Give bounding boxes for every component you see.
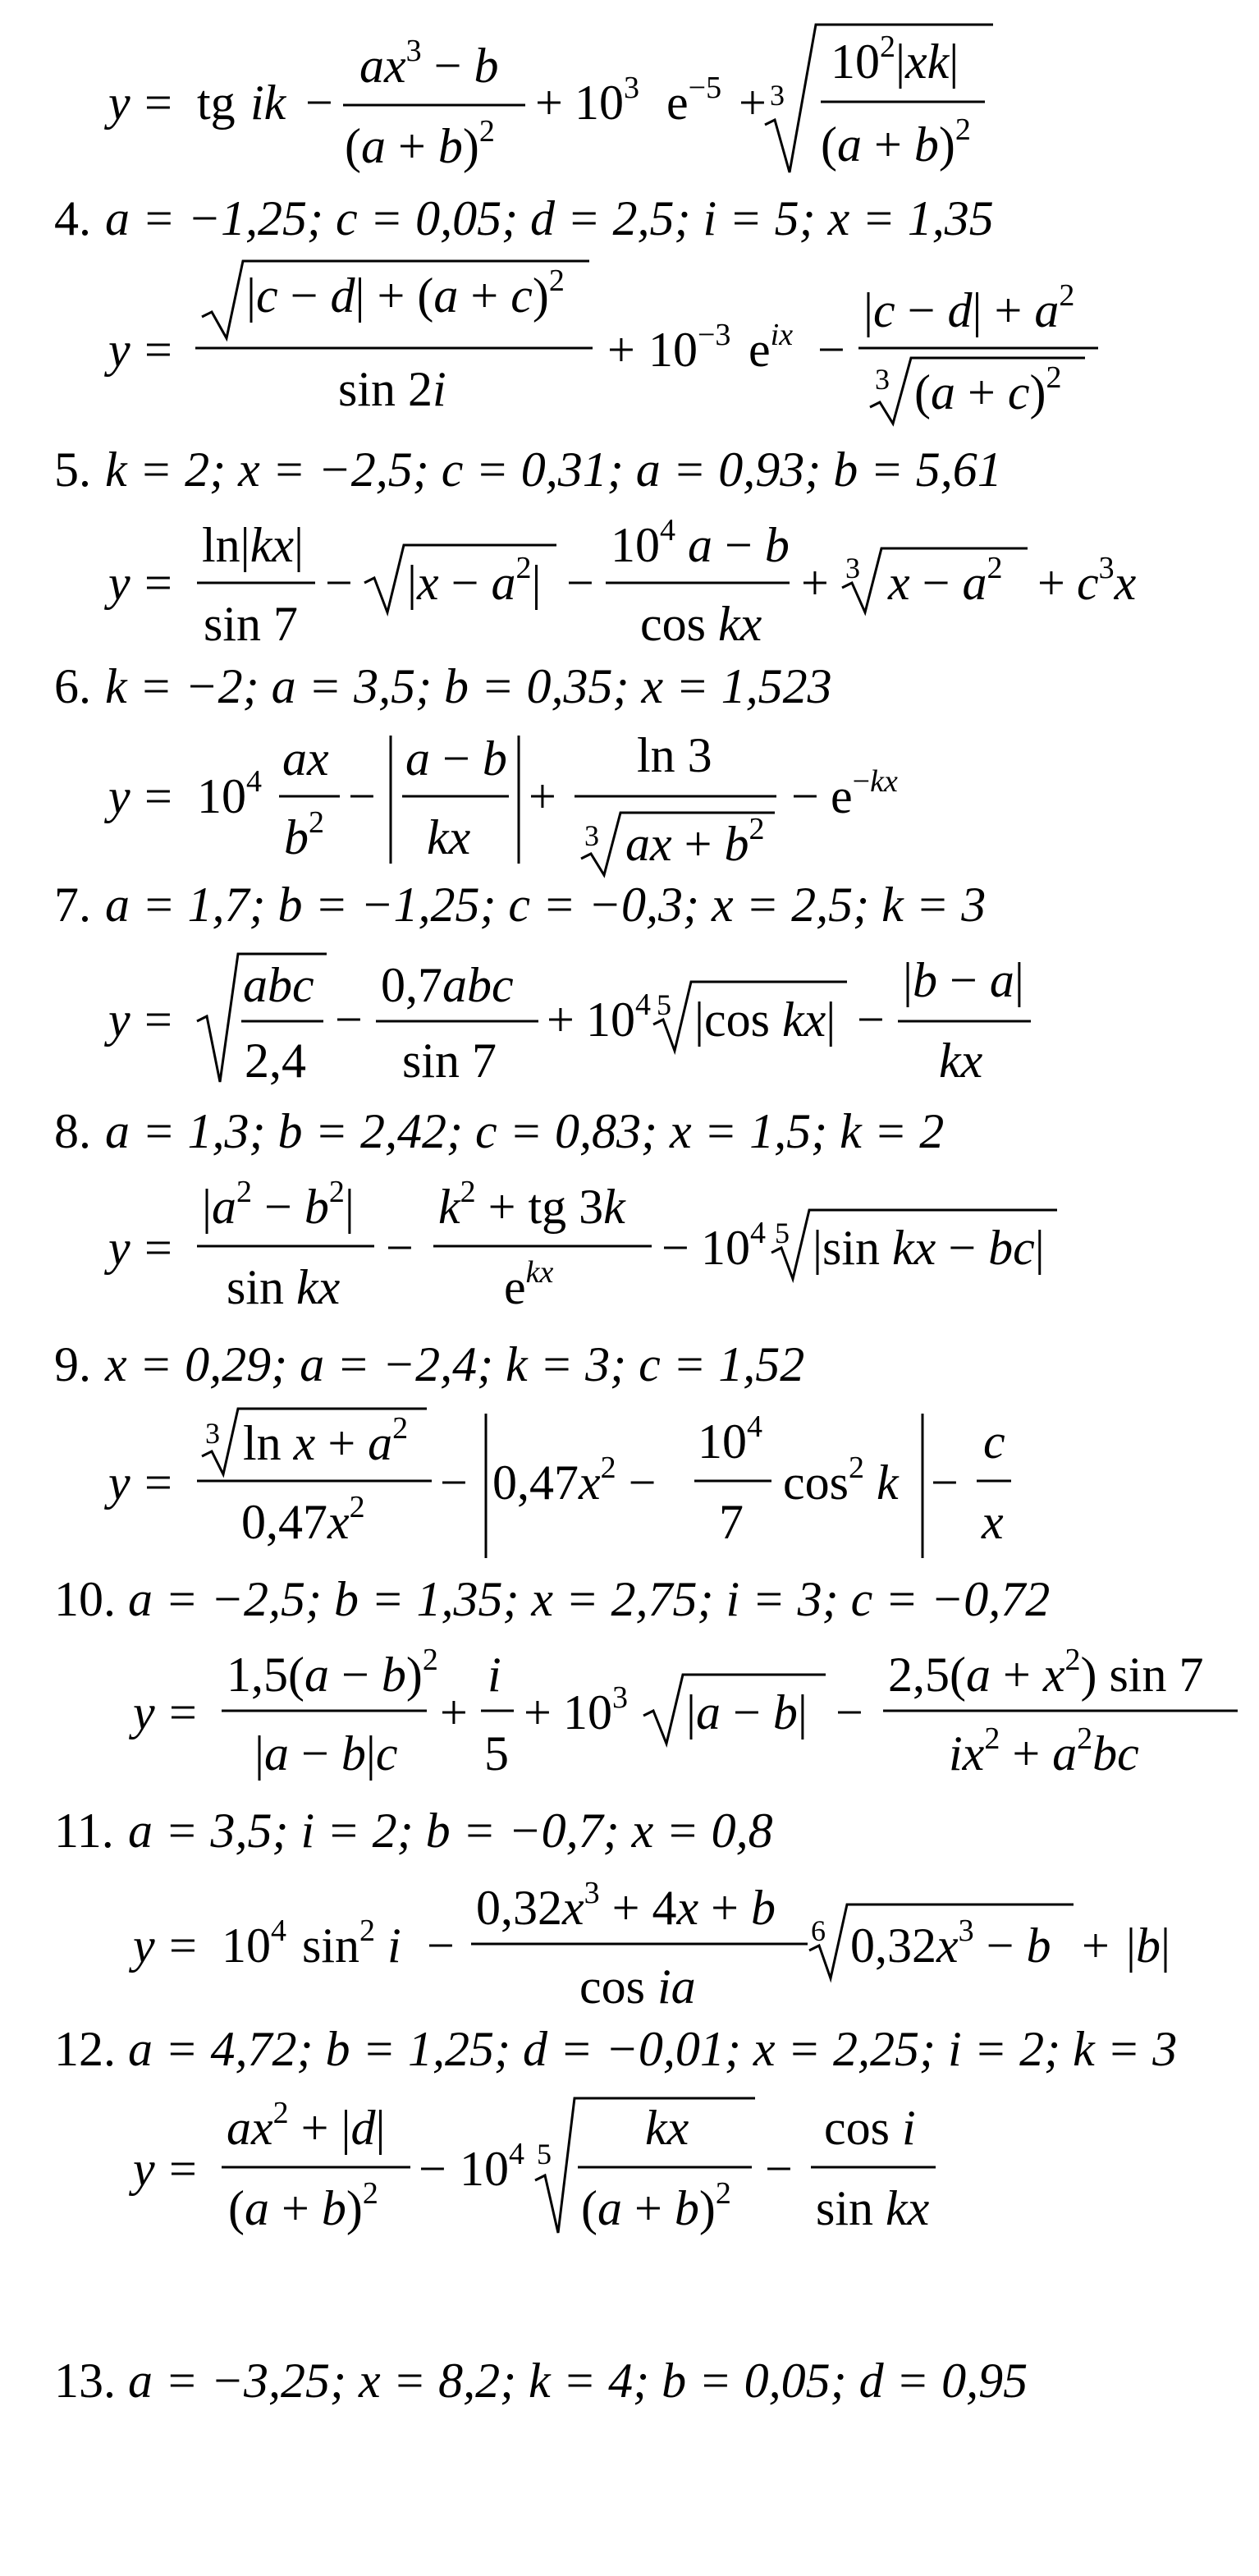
f5-c3x: $c^3x$: [1077, 551, 1137, 610]
f8-den-2: $e^{kx}$: [504, 1255, 554, 1314]
f9-y: y: [108, 1455, 130, 1510]
f5-plus: +: [801, 556, 829, 610]
f8-eq: =: [144, 1221, 172, 1275]
p12-conditions: a = 4,72; b = 1,25; d = −0,01; x = 2,25; i = 2; k = 3: [128, 2022, 1178, 2076]
f9-num-3: c: [983, 1414, 1005, 1469]
f9-den-2: 7: [719, 1495, 744, 1549]
f7-den-3: kx: [939, 1034, 983, 1088]
f6-plus: +: [529, 769, 556, 823]
f5-minus-1: −: [325, 556, 353, 610]
f10-root-body: |a − b|: [686, 1685, 808, 1739]
f10-num-3: $2,5(a + x^2)$ sin 7: [888, 1643, 1204, 1702]
f7-num-1: abc: [243, 958, 314, 1012]
f10-minus: −: [836, 1685, 863, 1739]
f9-eq: =: [144, 1455, 172, 1510]
f5-den-2: cos kx: [640, 597, 762, 651]
f7-minus-2: −: [857, 992, 885, 1047]
f3-root-den: $(a + b)^2$: [821, 112, 971, 172]
f7-num-3: |b − a|: [903, 953, 1024, 1007]
f11-num: $0,32x^3 + 4x + b$: [476, 1876, 776, 1935]
f5-num-2: $10^4$ a − b: [611, 513, 790, 572]
f4-minus: −: [817, 323, 845, 377]
problem-4: [54, 191, 1098, 424]
f3-eq: =: [144, 76, 172, 130]
f5-minus-2: −: [566, 556, 594, 610]
f12-den-3: sin kx: [816, 2181, 930, 2235]
f4-y: y: [108, 323, 130, 377]
f3-plus-2: +: [739, 76, 767, 130]
f8-num-2: $k^2$ + tg 3k: [438, 1175, 625, 1234]
f7-ten: $10^4$: [586, 988, 651, 1047]
f4-den-2: $(a + c)^2$: [914, 360, 1062, 419]
f9-num-1: $\ln x + a^2$: [243, 1411, 409, 1470]
f4-plus: +: [607, 323, 635, 377]
f6-y: y: [108, 769, 130, 823]
f6-num-3: ln 3: [637, 728, 712, 782]
f10-num-1: $1,5(a - b)^2$: [227, 1643, 438, 1702]
f3-root-index: 3: [770, 79, 785, 112]
p8-conditions: a = 1,3; b = 2,42; c = 0,83; x = 1,5; k = 2: [105, 1104, 945, 1158]
f10-plus-2: +: [524, 1685, 552, 1739]
problem-7: [54, 878, 1031, 1088]
p6-number: 6.: [54, 659, 91, 713]
f8-y: y: [108, 1221, 130, 1275]
p5-conditions: k = 2; x = −2,5; c = 0,31; a = 0,93; b = 5,61: [105, 442, 1002, 497]
f11-y: y: [133, 1918, 155, 1973]
f11-sin: $\sin^2 i$: [302, 1914, 401, 1973]
f12-minus-1: −: [419, 2142, 446, 2196]
f8-root-index: 5: [775, 1217, 790, 1249]
f10-den-2: 5: [484, 1726, 509, 1781]
f11-minus: −: [427, 1918, 455, 1973]
f9-minus-2: −: [931, 1455, 959, 1510]
f10-ten: $10^3$: [563, 1680, 628, 1739]
f7-den-2: sin 7: [402, 1034, 497, 1088]
f4-root-index: 3: [875, 363, 890, 396]
f12-eq: =: [169, 2142, 197, 2196]
f6-den-2: kx: [427, 810, 471, 864]
f5-eq: =: [144, 556, 172, 610]
f6-den-1: $b^2$: [284, 805, 324, 864]
f10-den-3: $ix^2 + a^2bc$: [949, 1721, 1139, 1781]
f9-den-1: $0,47x^2$: [241, 1490, 365, 1549]
f12-den-2: $(a + b)^2$: [581, 2176, 731, 2235]
p10-conditions: a = −2,5; b = 1,35; x = 2,75; i = 3; c = −0,72: [128, 1572, 1051, 1626]
p13-number: 13.: [54, 2354, 116, 2408]
f11-abs-b: |b|: [1126, 1918, 1171, 1973]
f6-e: e−kx: [831, 764, 898, 823]
f4-eq: =: [144, 323, 172, 377]
f7-root-index: 5: [657, 988, 671, 1021]
f6-num-1: ax: [282, 731, 329, 786]
f4-ten: $10^{-3}$: [648, 318, 731, 377]
problem-6: [54, 659, 898, 875]
f9-inner: $0,47x^2$ −: [492, 1451, 657, 1510]
f12-ten: $10^4$: [460, 2137, 524, 2196]
f6-den-3: ax + $b^2$: [625, 812, 765, 871]
f5-y: y: [108, 556, 130, 610]
f3-ten: $10^3$: [575, 71, 639, 130]
f11-root-index: 6: [811, 1914, 826, 1947]
f12-y: y: [133, 2142, 155, 2196]
f9-den-3: x: [982, 1495, 1004, 1549]
p11-conditions: a = 3,5; i = 2; b = −0,7; x = 0,8: [128, 1804, 773, 1858]
f7-root-2-body: |cos kx|: [694, 992, 836, 1047]
f6-eq: =: [144, 769, 172, 823]
f7-den-1: 2,4: [245, 1034, 306, 1088]
f12-num-2: kx: [645, 2101, 689, 2155]
problem-8: [54, 1104, 1057, 1314]
f4-e: $e^{ix}$: [749, 318, 794, 377]
p10-number: 10.: [54, 1572, 116, 1626]
f8-num-1: $|a^2 - b^2|$: [202, 1175, 355, 1234]
f3-den: $(a + b)^2$: [345, 114, 495, 173]
f7-num-2: 0,7abc: [381, 958, 514, 1012]
f4-num-2: $|c - d| + a^2$: [863, 278, 1075, 337]
p11-number: 11.: [54, 1804, 114, 1858]
f9-minus-1: −: [440, 1455, 468, 1510]
f4-num: $|c - d| + (a + c)^2$: [246, 264, 565, 323]
p7-number: 7.: [54, 878, 91, 932]
problem-13: [54, 2354, 1028, 2408]
p9-conditions: x = 0,29; a = −2,4; k = 3; c = 1,52: [105, 1337, 805, 1391]
f8-den-1: sin kx: [227, 1260, 341, 1314]
f3-plus-1: +: [535, 76, 563, 130]
f7-minus-1: −: [335, 992, 363, 1047]
f11-plus: +: [1082, 1918, 1110, 1973]
f8-root-body: |sin kx − bc|: [813, 1221, 1045, 1275]
f12-num-3: cos i: [824, 2101, 916, 2155]
f3-root-num: $10^2|xk|$: [831, 30, 959, 89]
f7-plus: +: [547, 992, 575, 1047]
f10-y: y: [133, 1685, 155, 1739]
f7-eq: =: [144, 992, 172, 1047]
p4-number: 4.: [54, 191, 91, 245]
f6-num-2: a − b: [405, 731, 507, 786]
f8-minus-1: −: [386, 1221, 414, 1275]
f3-ik: ik: [250, 76, 286, 130]
p8-number: 8.: [54, 1104, 91, 1158]
f10-den-1: |a − b|c: [254, 1726, 398, 1781]
f9-num-2: $10^4$: [698, 1409, 762, 1469]
f5-num-1: ln|kx|: [202, 518, 304, 572]
f8-ten: $10^4$: [701, 1216, 766, 1275]
p6-conditions: k = −2; a = 3,5; b = 0,35; x = 1,523: [105, 659, 832, 713]
f3-e: $e^{-5}$: [666, 71, 722, 130]
p12-number: 12.: [54, 2022, 116, 2076]
f4-den: sin 2i: [338, 362, 446, 416]
f10-num-2: i: [488, 1648, 501, 1702]
p5-number: 5.: [54, 442, 91, 497]
f5-root-2-body: $x - a^2$: [888, 551, 1003, 610]
problem-9: [54, 1337, 1011, 1558]
f5-root-1-body: $|x - a^2|$: [407, 551, 542, 610]
f12-root-index: 5: [537, 2138, 552, 2170]
problem-10: [54, 1572, 1238, 1781]
p13-conditions: a = −3,25; x = 8,2; k = 4; b = 0,05; d = 0,95: [128, 2354, 1028, 2408]
f3-y: y: [108, 76, 130, 130]
f11-den: cos ia: [579, 1960, 696, 2014]
f3-tg: tg: [197, 76, 236, 130]
f9-root-index: 3: [205, 1417, 220, 1450]
f3-minus-1: −: [305, 76, 333, 130]
p4-conditions: a = −1,25; c = 0,05; d = 2,5; i = 5; x = 1,35: [105, 191, 994, 245]
f3-num: $ax^3 - b$: [359, 34, 499, 93]
f5-plus-2: +: [1037, 556, 1065, 610]
f10-plus-1: +: [440, 1685, 468, 1739]
f7-y: y: [108, 992, 130, 1047]
f12-num-1: $ax^2 + |d|$: [227, 2096, 386, 2155]
f6-minus-1: −: [348, 769, 376, 823]
f9-cos: $\cos^2 k$: [783, 1451, 899, 1510]
f12-minus-2: −: [765, 2142, 793, 2196]
f11-root-body: $0,32x^3 - b$: [850, 1914, 1051, 1973]
f6-minus-2: −: [791, 769, 819, 823]
f8-minus-2: −: [662, 1221, 689, 1275]
f11-ten: $10^4$: [222, 1914, 286, 1973]
f5-den-1: sin 7: [204, 597, 299, 651]
f6-ten: $10^4$: [197, 764, 262, 823]
problem-12: [54, 2022, 1177, 2235]
p9-number: 9.: [54, 1337, 91, 1391]
problem-11: [54, 1804, 1170, 2014]
f12-den-1: $(a + b)^2$: [228, 2176, 378, 2235]
f11-eq: =: [169, 1918, 197, 1973]
p7-conditions: a = 1,7; b = −1,25; c = −0,3; x = 2,5; k = 3: [105, 878, 987, 932]
f5-root-index: 3: [845, 552, 860, 584]
f6-root-index: 3: [584, 819, 599, 852]
problem-5: [54, 442, 1137, 651]
f10-eq: =: [169, 1685, 197, 1739]
formula-3: [103, 25, 993, 173]
